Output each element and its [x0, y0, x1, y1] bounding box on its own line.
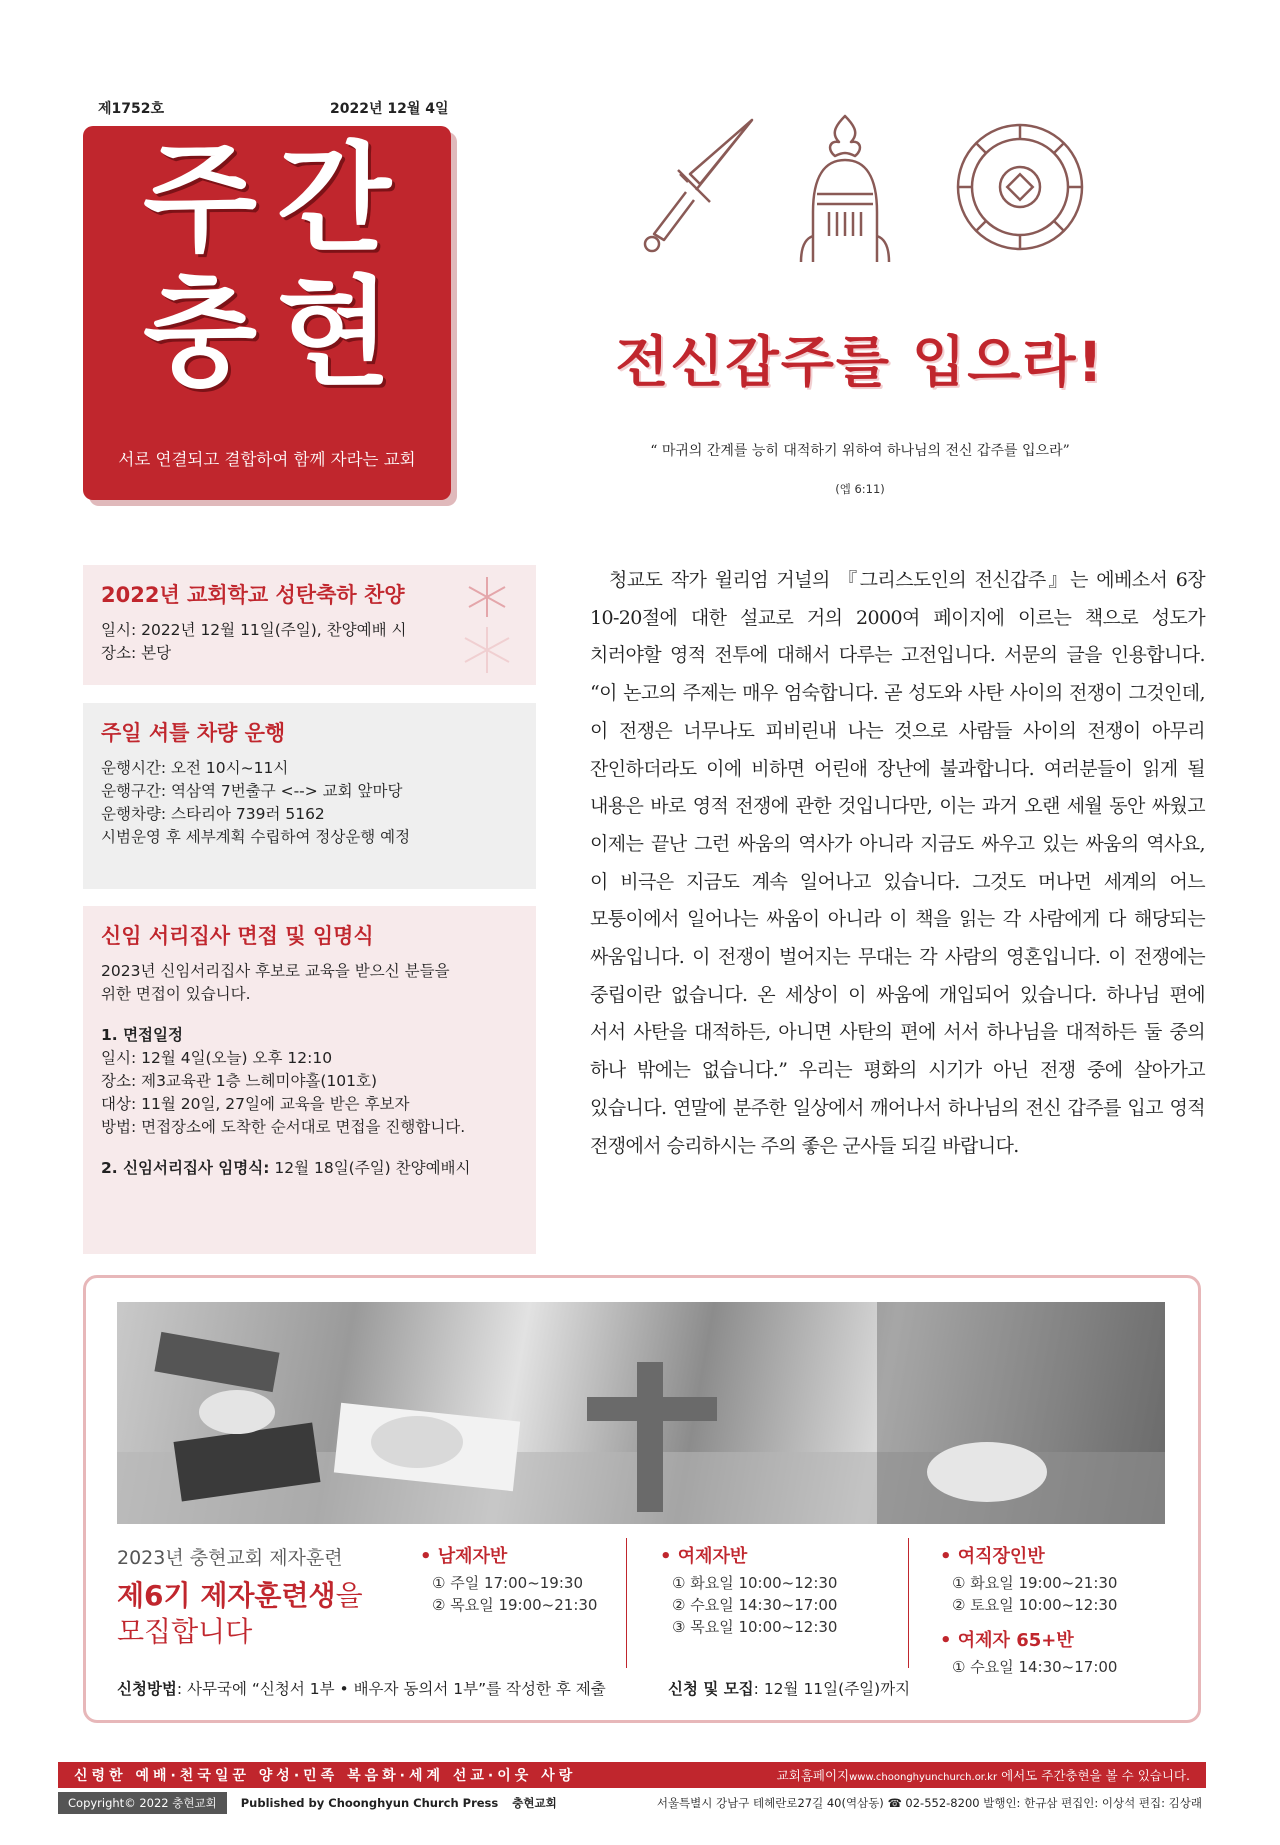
- class-schedule: ② 목요일 19:00~21:30: [432, 1596, 598, 1614]
- verse-reference: (엡 6:11): [835, 482, 885, 496]
- logo-char: 간: [277, 130, 391, 268]
- class-men: [420, 1542, 597, 1616]
- notice-title: 2022년 교회학교 성탄축하 찬양: [101, 583, 405, 607]
- logo-char: 충: [143, 264, 257, 402]
- class-schedule: ② 토요일 10:00~12:30: [952, 1596, 1118, 1614]
- recruit-title-bold: 제6기 제자훈련생: [117, 1579, 336, 1612]
- issue-date: 2022년 12월 4일: [330, 101, 449, 117]
- deadline-text: : 12월 11일(주일)까지: [753, 1680, 911, 1698]
- logo-char: 주: [143, 130, 257, 268]
- class-name: • 여제자 65+반: [940, 1630, 1074, 1651]
- class-name: • 남제자반: [420, 1546, 508, 1567]
- notice-line: 운행차량: 스타리아 739러 5162: [101, 805, 325, 823]
- notice-line: 장소: 본당: [101, 644, 172, 662]
- notice-line: 2023년 신임서리집사 후보로 교육을 받으신 분들을: [101, 962, 450, 980]
- bible-verse: “ 마귀의 간계를 능히 대적하기 위하여 하나님의 전신 갑주를 입으라”: [650, 443, 1070, 459]
- deadline-label: 신청 및 모집: [668, 1680, 754, 1698]
- shield-icon: [950, 112, 1090, 262]
- church-motto: 신령한 예배·천국일꾼 양성·민족 복음화·세계 선교·이웃 사랑: [74, 1768, 577, 1784]
- church-tagline: 서로 연결되고 결합하여 함께 자라는 교회: [118, 450, 416, 469]
- snowflake-icon: [452, 575, 522, 675]
- notice-line: 일시: 12월 4일(오늘) 오후 12:10: [101, 1049, 333, 1067]
- shuttle-notice: [83, 703, 536, 889]
- church-address: 서울특별시 강남구 테헤란로27길 40(역삼동) ☎ 02-552-8200 발행인: 한규삼 편집인: 이상석 편집: 김상래: [656, 1796, 1202, 1810]
- issue-number: 제1752호: [98, 101, 165, 117]
- application-deadline: [668, 1677, 910, 1699]
- notice-title: 신임 서리집사 면접 및 임명식: [101, 924, 374, 948]
- notice-line: 운행시간: 오전 10시~11시: [101, 759, 289, 777]
- recruit-title-suffix: 을: [335, 1579, 363, 1612]
- apply-label: 신청방법: [117, 1680, 177, 1698]
- class-working-women: [940, 1542, 1117, 1678]
- column-divider: [908, 1538, 909, 1668]
- sword-icon: [640, 112, 760, 262]
- publisher: Published by Choonghyun Church Press: [240, 1796, 499, 1810]
- notice-line: 운행구간: 역삼역 7번출구 <--> 교회 앞마당: [101, 782, 403, 800]
- notice-line: 시범운영 후 세부계획 수립하여 정상운행 예정: [101, 828, 411, 846]
- homepage-link[interactable]: www.choonghyunchurch.or.kr: [849, 1772, 998, 1783]
- prayer-photo: [117, 1302, 1165, 1524]
- homepage-notice: [777, 1766, 1190, 1784]
- homepage-prefix: 교회홈페이지: [776, 1768, 850, 1783]
- recruit-title-line2: 모집합니다: [117, 1615, 253, 1648]
- class-schedule: ③ 목요일 10:00~12:30: [672, 1618, 838, 1636]
- recruit-title: [117, 1574, 363, 1614]
- church-name-logo: 충현교회: [512, 1796, 557, 1810]
- deacon-interview-notice: [83, 906, 536, 1254]
- newsletter-logo: [83, 126, 451, 500]
- notice-line: 방법: 면접장소에 도착한 순서대로 면접을 진행합니다.: [101, 1118, 466, 1136]
- homepage-suffix: 에서도 주간충현을 볼 수 있습니다.: [997, 1768, 1190, 1783]
- column-article: 청교도 작가 윌리엄 거널의 『그리스도인의 전신갑주』는 에베소서 6장 10-20절에 대한 설교로 거의 2000여 페이지에 이르는 책으로 성도가 치러야할 영적 전투에 대해서 다루는 고전입니다. 서문의 글을 인용합니다. “이 논고의 주제는 매우 엄숙합니다. 곧 성도와 사탄 사이의 전쟁이 그것인데, 이 전쟁은 너무나도 피비린내 나는 것으로 사람들 사이의 전쟁이 아무리 잔인하더라도 이에 비하면 어린애 장난에 불과합니다. 여러분들이 읽게 될 내용은 바로 영적 전쟁에 관한 것입니다만, 이는 과거 오랜 세월 동안 싸웠고 이제는 끝난 그런 싸움의 역사가 아니라 지금도 싸우고 있는 싸움의 역사요, 이 비극은 지금도 계속 일어나고 있습니다. 그것도 머나먼 세계의 어느 모퉁이에서 일어나는 싸움이 아니라 이 책을 읽는 각 사람에게 다 해당되는 싸움입니다. 이 전쟁이 벌어지는 무대는 각 사람의 영혼입니다. 이 전쟁에는 중립이란 없습니다. 온 세상이 이 싸움에 개입되어 있습니다. 하나님 편에 서서 사탄을 대적하든, 아니면 사탄의 편에 서서 하나님을 대적하든 둘 중의 하나 밖에는 없습니다.” 우리는 평화의 시기가 아닌 전쟁 중에 살아가고 있습니다. 연말에 분주한 일상에서 깨어나서 하나님의 전신 갑주를 입고 영적 전쟁에서 승리하시는 주의 좋은 군사들 되길 바랍니다.: [590, 569, 1205, 1157]
- appointment-label: 2. 신임서리집사 임명식:: [101, 1159, 270, 1177]
- copyright: Copyright© 2022 충현교회: [58, 1792, 227, 1814]
- class-name: • 여직장인반: [940, 1546, 1045, 1567]
- schedule-heading: 1. 면접일정: [101, 1026, 183, 1044]
- class-schedule: ① 주일 17:00~19:30: [432, 1574, 583, 1592]
- class-schedule: ① 수요일 14:30~17:00: [952, 1658, 1118, 1676]
- column-divider: [626, 1538, 627, 1668]
- armor-icons: [620, 112, 1100, 262]
- class-schedule: ① 화요일 10:00~12:30: [672, 1574, 838, 1592]
- logo-char: 현: [277, 264, 391, 402]
- class-schedule: ① 화요일 19:00~21:30: [952, 1574, 1118, 1592]
- notice-title: 주일 셔틀 차량 운행: [101, 721, 286, 745]
- footer-banner: [58, 1762, 1206, 1788]
- apply-text: : 사무국에 “신청서 1부 • 배우자 동의서 1부”를 작성한 후 제출: [176, 1680, 606, 1698]
- footer-credits: [58, 1792, 1206, 1814]
- class-women: [660, 1542, 837, 1638]
- notice-line: 일시: 2022년 12월 11일(주일), 찬양예배 시: [101, 621, 407, 639]
- appointment-value: 12월 18일(주일) 찬양예배시: [269, 1159, 471, 1177]
- notice-line: 장소: 제3교육관 1층 느헤미야홀(101호): [101, 1072, 378, 1090]
- knight-helmet-icon: [795, 112, 895, 262]
- christmas-concert-notice: [83, 565, 536, 685]
- class-name: • 여제자반: [660, 1546, 748, 1567]
- notice-line: 대상: 11월 20일, 27일에 교육을 받은 후보자: [101, 1095, 410, 1113]
- recruit-subtitle: 2023년 충현교회 제자훈련: [117, 1547, 343, 1569]
- page-headline: 전신갑주를 입으라!: [615, 330, 1105, 394]
- application-method: [117, 1677, 606, 1699]
- notice-line: 위한 면접이 있습니다.: [101, 985, 251, 1003]
- class-schedule: ② 수요일 14:30~17:00: [672, 1596, 838, 1614]
